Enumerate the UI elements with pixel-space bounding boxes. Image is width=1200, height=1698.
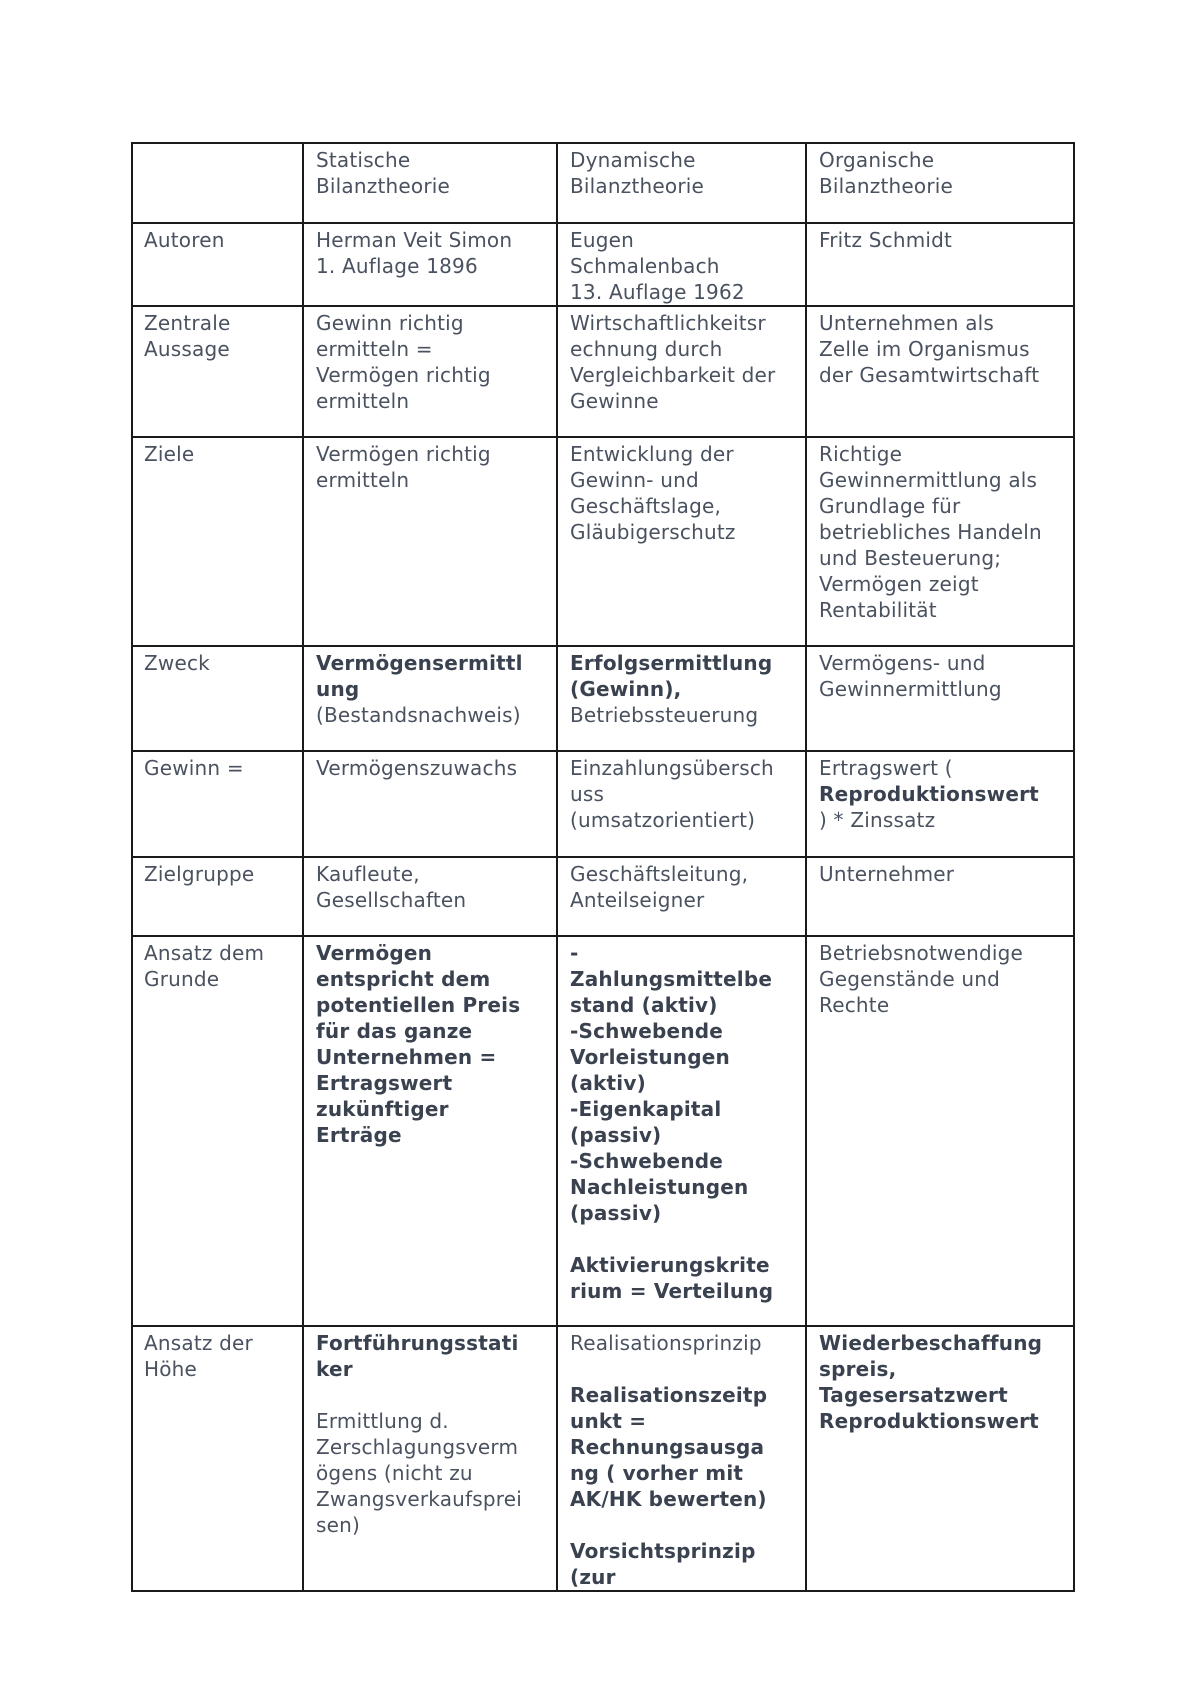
corner-cell xyxy=(132,143,303,223)
cell-text-line: 13. Auflage 1962 xyxy=(570,280,745,304)
table-cell xyxy=(303,306,557,437)
cell-text-line: ) * Zinssatz xyxy=(819,808,936,832)
cell-text-line: Zwangsverkaufsprei xyxy=(316,1487,523,1511)
cell-text-line: (Gewinn), xyxy=(570,677,682,701)
row-label-text: Höhe xyxy=(144,1357,198,1381)
cell-text-line: Unternehmen als xyxy=(819,311,995,335)
cell-text-line: (passiv) xyxy=(570,1201,662,1225)
cell-text-line: Vermögensermittl xyxy=(316,651,523,675)
column-header-text: Statische xyxy=(316,148,411,172)
table-cell xyxy=(557,223,806,306)
row-label-cell xyxy=(132,437,303,646)
table-cell xyxy=(303,1326,557,1591)
row-label-text: Gewinn = xyxy=(144,756,244,780)
cell-text-line: Gegenstände und xyxy=(819,967,1001,991)
table-cell xyxy=(806,857,1074,936)
cell-text-line: ng ( vorher mit xyxy=(570,1461,744,1485)
table-row xyxy=(132,1326,1074,1591)
cell-text-line: Unternehmer xyxy=(819,862,955,886)
cell-text-line: Schmalenbach xyxy=(570,254,720,278)
cell-text-line: Kaufleute, xyxy=(316,862,420,886)
cell-text-line: Gesellschaften xyxy=(316,888,467,912)
cell-text-line: ermitteln xyxy=(316,389,410,413)
cell-text-line: Vermögen richtig xyxy=(316,442,491,466)
table-cell xyxy=(303,646,557,751)
cell-text-line: (zur xyxy=(570,1565,616,1589)
cell-text-line: Gläubigerschutz xyxy=(570,520,736,544)
cell-text-line: 1. Auflage 1896 xyxy=(316,254,478,278)
table-cell xyxy=(557,751,806,857)
cell-text-line: Anteilseigner xyxy=(570,888,705,912)
table-cell xyxy=(806,1326,1074,1591)
cell-text-line: Nachleistungen xyxy=(570,1175,749,1199)
row-label-text: Ansatz dem xyxy=(144,941,265,965)
column-header-text: Bilanztheorie xyxy=(570,174,705,198)
table-cell xyxy=(806,223,1074,306)
row-label-cell xyxy=(132,306,303,437)
cell-text-line: Zerschlagungsverm xyxy=(316,1435,519,1459)
cell-text-line: betriebliches Handeln xyxy=(819,520,1042,544)
cell-text-line: Eugen xyxy=(570,228,634,252)
cell-text-line: Richtige xyxy=(819,442,903,466)
cell-text-line: Gewinnermittlung xyxy=(819,677,1002,701)
row-label-cell xyxy=(132,751,303,857)
cell-text-line: zukünftiger xyxy=(316,1097,449,1121)
blank-line xyxy=(316,1382,544,1408)
table-row xyxy=(132,223,1074,306)
table-cell xyxy=(806,751,1074,857)
row-label-cell xyxy=(132,223,303,306)
cell-text-line: spreis, xyxy=(819,1357,897,1381)
cell-text-line: ermitteln = xyxy=(316,337,433,361)
cell-text-line: Rechte xyxy=(819,993,890,1017)
table-cell xyxy=(806,936,1074,1326)
cell-text-line: (passiv) xyxy=(570,1123,662,1147)
row-label-text: Autoren xyxy=(144,228,225,252)
table-row xyxy=(132,751,1074,857)
table-row xyxy=(132,437,1074,646)
column-header-cell xyxy=(806,143,1074,223)
cell-text-line: Erfolgsermittlung xyxy=(570,651,773,675)
table-cell xyxy=(303,857,557,936)
cell-text-line: und Besteuerung; xyxy=(819,546,1002,570)
table-cell xyxy=(557,646,806,751)
cell-text-line: Vermögenszuwachs xyxy=(316,756,518,780)
cell-text-line: Unternehmen = xyxy=(316,1045,497,1069)
cell-text-line: potentiellen Preis xyxy=(316,993,521,1017)
cell-text-line: Gewinnermittlung als xyxy=(819,468,1038,492)
cell-text-line: Rechnungsausga xyxy=(570,1435,765,1459)
header-row xyxy=(132,143,1074,223)
cell-text-line: Tagesersatzwert xyxy=(819,1383,1008,1407)
cell-text-line: Ertragswert ( xyxy=(819,756,953,780)
row-label-cell xyxy=(132,936,303,1326)
column-header-text: Bilanztheorie xyxy=(819,174,954,198)
cell-text-line: (umsatzorientiert) xyxy=(570,808,756,832)
cell-text-line: Reproduktionswert xyxy=(819,782,1039,806)
table-cell xyxy=(303,223,557,306)
row-label-text: Ziele xyxy=(144,442,195,466)
cell-text-line: Entwicklung der xyxy=(570,442,734,466)
cell-text-line: Zelle im Organismus xyxy=(819,337,1030,361)
cell-text-line: Fritz Schmidt xyxy=(819,228,953,252)
table-cell xyxy=(806,437,1074,646)
cell-text-line: Gewinn richtig xyxy=(316,311,464,335)
cell-text-line: Einzahlungsübersch xyxy=(570,756,774,780)
table-row xyxy=(132,936,1074,1326)
cell-text-line: Gewinn- und xyxy=(570,468,699,492)
cell-text-line: unkt = xyxy=(570,1409,647,1433)
table-cell xyxy=(806,306,1074,437)
column-header-text: Organische xyxy=(819,148,935,172)
cell-text-line: Ertragswert xyxy=(316,1071,453,1095)
column-header-text: Dynamische xyxy=(570,148,696,172)
cell-text-line: Erträge xyxy=(316,1123,402,1147)
table-cell xyxy=(303,751,557,857)
cell-text-line: Vorsichtsprinzip xyxy=(570,1539,756,1563)
cell-text-line: ögens (nicht zu xyxy=(316,1461,473,1485)
row-label-text: Zielgruppe xyxy=(144,862,255,886)
cell-text-line: entspricht dem xyxy=(316,967,491,991)
cell-text-line: -Schwebende xyxy=(570,1149,724,1173)
cell-text-line: ung xyxy=(316,677,360,701)
table-cell xyxy=(557,306,806,437)
row-label-cell xyxy=(132,857,303,936)
table-cell xyxy=(557,936,806,1326)
cell-text-line: sen) xyxy=(316,1513,361,1537)
row-label-text: Ansatz der xyxy=(144,1331,253,1355)
cell-text-line: -Schwebende xyxy=(570,1019,724,1043)
table-cell xyxy=(557,437,806,646)
cell-text-line: Realisationsprinzip xyxy=(570,1331,762,1355)
cell-text-line: Realisationszeitp xyxy=(570,1383,768,1407)
cell-text-line: Zahlungsmittelbe xyxy=(570,967,773,991)
comparison-table xyxy=(131,142,1075,1592)
cell-text-line: Betriebsnotwendige xyxy=(819,941,1024,965)
table-cell xyxy=(557,1326,806,1591)
row-label-cell xyxy=(132,646,303,751)
cell-text-line: Vergleichbarkeit der xyxy=(570,363,776,387)
row-label-text: Zweck xyxy=(144,651,210,675)
cell-text-line: ker xyxy=(316,1357,353,1381)
cell-text-line: der Gesamtwirtschaft xyxy=(819,363,1040,387)
cell-text-line: stand (aktiv) xyxy=(570,993,718,1017)
table-cell xyxy=(303,936,557,1326)
cell-text-line: Rentabilität xyxy=(819,598,937,622)
column-header-cell xyxy=(557,143,806,223)
blank-line xyxy=(570,1226,793,1252)
cell-text-line: Herman Veit Simon xyxy=(316,228,513,252)
cell-text-line: Ermittlung d. xyxy=(316,1409,449,1433)
cell-text-line: Geschäftsleitung, xyxy=(570,862,749,886)
cell-text-line: (aktiv) xyxy=(570,1071,646,1095)
cell-text-line: Vermögens- und xyxy=(819,651,986,675)
cell-text-line: für das ganze xyxy=(316,1019,473,1043)
cell-text-line: Geschäftslage, xyxy=(570,494,722,518)
cell-text-line: Wirtschaftlichkeitsr xyxy=(570,311,766,335)
column-header-cell xyxy=(303,143,557,223)
cell-text-line: - xyxy=(570,941,579,965)
cell-text-line: Vermögen xyxy=(316,941,433,965)
cell-text-line: uss xyxy=(570,782,605,806)
table-cell xyxy=(557,857,806,936)
table-cell xyxy=(806,646,1074,751)
column-header-text: Bilanztheorie xyxy=(316,174,451,198)
cell-text-line: Fortführungsstati xyxy=(316,1331,519,1355)
cell-text-line: Vermögen zeigt xyxy=(819,572,979,596)
cell-text-line: Vorleistungen xyxy=(570,1045,730,1069)
cell-text-line: rium = Verteilung xyxy=(570,1279,774,1303)
cell-text-line: Wiederbeschaffung xyxy=(819,1331,1043,1355)
cell-text-line: Grundlage für xyxy=(819,494,961,518)
blank-line xyxy=(570,1512,793,1538)
row-label-cell xyxy=(132,1326,303,1591)
table-cell xyxy=(303,437,557,646)
cell-text-line: Reproduktionswert xyxy=(819,1409,1039,1433)
row-label-text: Aussage xyxy=(144,337,230,361)
cell-text-line: echnung durch xyxy=(570,337,723,361)
cell-text-line: ermitteln xyxy=(316,468,410,492)
cell-text-line: Vermögen richtig xyxy=(316,363,491,387)
row-label-text: Zentrale xyxy=(144,311,231,335)
table-row xyxy=(132,646,1074,751)
table-row xyxy=(132,306,1074,437)
cell-text-line: Aktivierungskrite xyxy=(570,1253,770,1277)
cell-text-line: (Bestandsnachweis) xyxy=(316,703,521,727)
table-row xyxy=(132,857,1074,936)
row-label-text: Grunde xyxy=(144,967,220,991)
cell-text-line: AK/HK bewerten) xyxy=(570,1487,767,1511)
cell-text-line: Betriebssteuerung xyxy=(570,703,759,727)
cell-text-line: Gewinne xyxy=(570,389,659,413)
cell-text-line: -Eigenkapital xyxy=(570,1097,722,1121)
blank-line xyxy=(570,1356,793,1382)
